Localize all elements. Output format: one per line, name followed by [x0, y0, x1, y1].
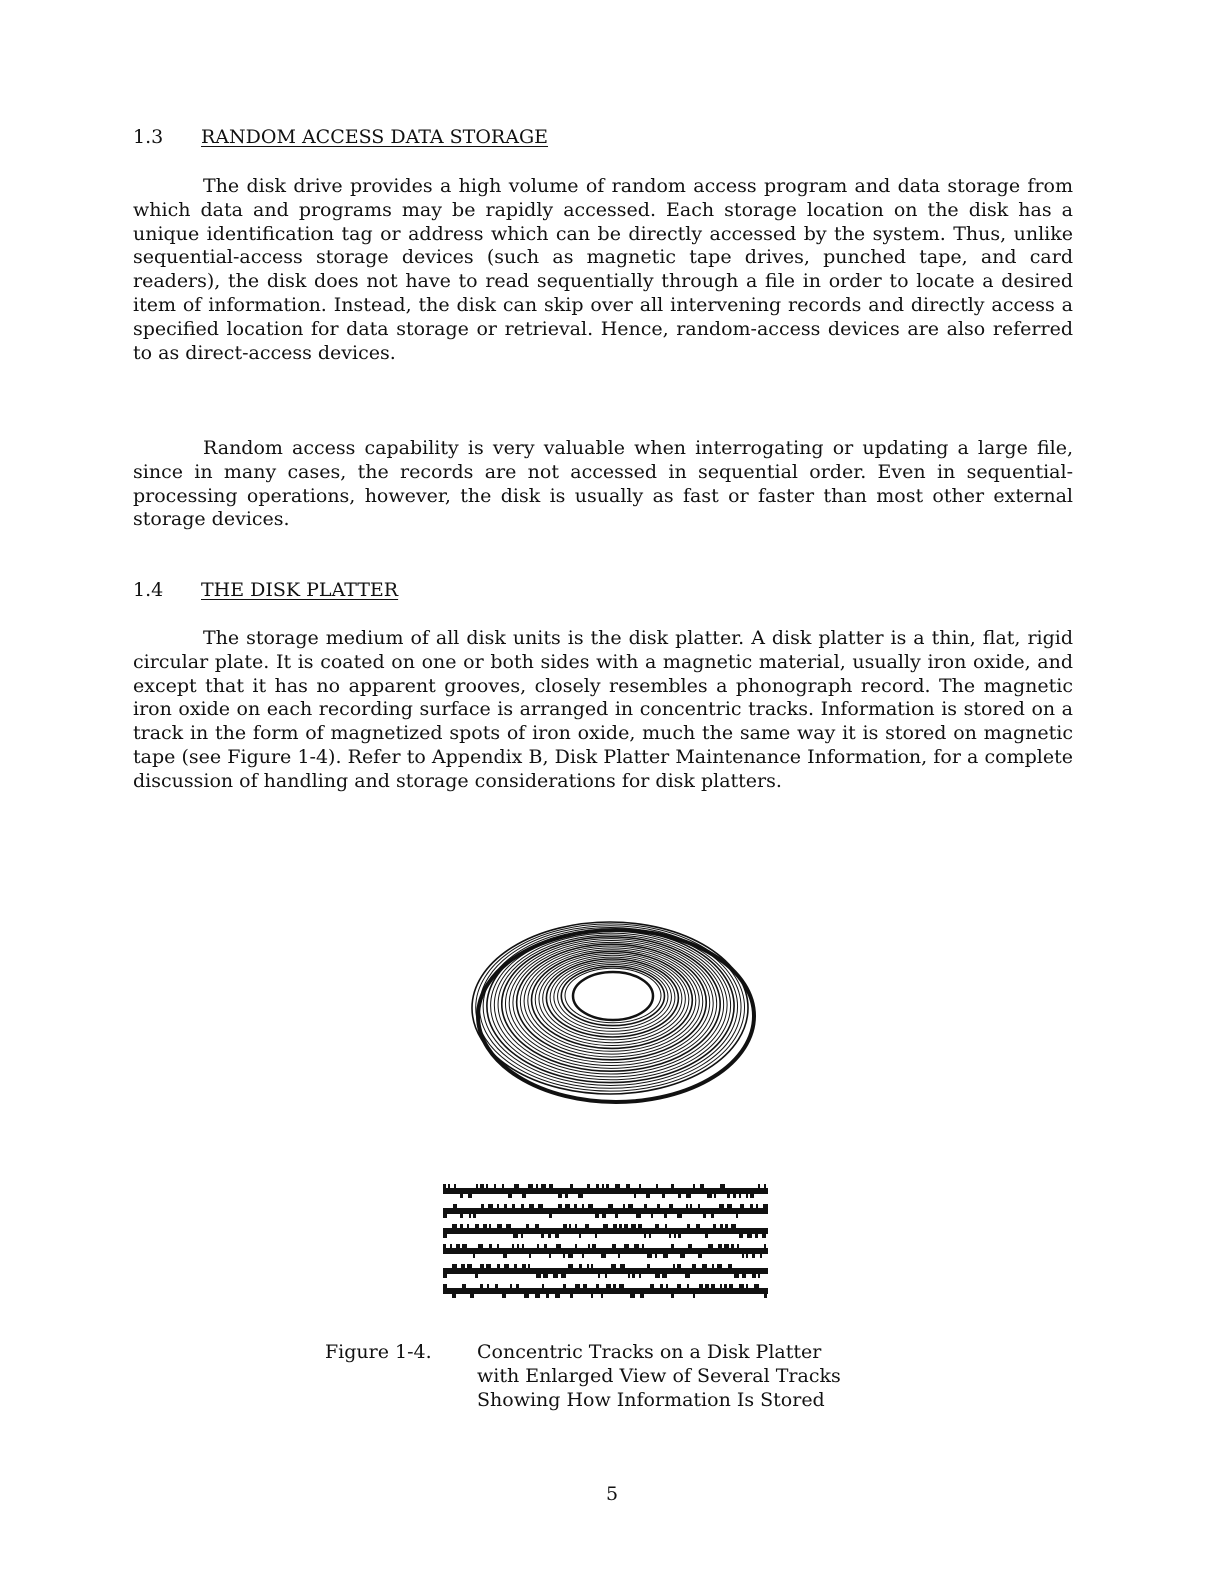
magnetized-spot [462, 1284, 466, 1292]
magnetized-spot [486, 1264, 491, 1272]
magnetized-spot [677, 1284, 681, 1292]
magnetized-spot [687, 1224, 690, 1232]
magnetized-spot [543, 1272, 548, 1278]
magnetized-spot [582, 1252, 584, 1258]
magnetized-spot [628, 1204, 633, 1212]
magnetized-spot [664, 1212, 667, 1218]
magnetized-spot [555, 1232, 559, 1238]
magnetized-spot [570, 1292, 573, 1298]
magnetized-spot [488, 1204, 493, 1212]
magnetized-spot [587, 1264, 589, 1272]
magnetized-spot [649, 1232, 651, 1238]
magnetized-spot [575, 1284, 580, 1292]
magnetized-spot [725, 1224, 728, 1232]
magnetized-spot [711, 1284, 715, 1292]
magnetized-spot [495, 1284, 498, 1292]
magnetized-spot [575, 1224, 577, 1232]
magnetized-spot [555, 1292, 560, 1298]
section-title: RANDOM ACCESS DATA STORAGE [201, 126, 549, 148]
magnetized-spot [483, 1224, 487, 1232]
magnetized-spot [702, 1264, 707, 1272]
magnetized-spot [699, 1284, 703, 1292]
magnetized-spot [746, 1284, 748, 1292]
magnetized-spot [724, 1284, 727, 1292]
magnetized-spot [517, 1244, 519, 1252]
magnetized-spot [497, 1204, 499, 1212]
magnetized-spot [756, 1204, 758, 1212]
magnetized-spot [524, 1292, 529, 1298]
magnetized-spot [656, 1184, 658, 1192]
magnetized-spot [624, 1224, 628, 1232]
magnetized-spot [601, 1252, 606, 1258]
magnetized-spot [467, 1264, 472, 1272]
magnetized-spot [764, 1292, 767, 1298]
magnetized-spot [503, 1252, 507, 1258]
magnetized-spot [522, 1264, 526, 1272]
magnetized-spot [443, 1284, 447, 1292]
magnetized-spot [613, 1284, 616, 1292]
magnetized-spot [522, 1192, 526, 1198]
magnetized-spot [677, 1212, 682, 1218]
body-paragraph: The disk drive provides a high volume of random access program and data storage from which data and programs may be rapidly accessed. Each storage location on the disk has a unique identification tag or address which can be directly accessed by the system. Thus, unlike sequential-access storage devices (such as magnetic tape drives, punched tape, and card readers), the disk does not have to read sequentially through a file in order to locate a desired item of information. Instead, the disk can skip over all intervening records and directly access a specified location for data storage or retrieval. Hence, random-access devices are also referred to as direct-access devices. [133, 175, 1073, 364]
magnetized-spot [454, 1184, 456, 1192]
magnetized-spot [563, 1284, 566, 1292]
magnetized-spot [717, 1264, 722, 1272]
magnetized-spot [628, 1272, 630, 1278]
enlarged-tracks-illustration [443, 1180, 768, 1305]
caption-line: Concentric Tracks on a Disk Platter [477, 1341, 822, 1363]
magnetized-spot [720, 1284, 722, 1292]
magnetized-spot [587, 1184, 590, 1192]
magnetized-spot [603, 1224, 608, 1232]
magnetized-spot [764, 1184, 766, 1192]
magnetized-spot [512, 1244, 514, 1252]
magnetized-spot [707, 1192, 712, 1198]
magnetized-spot [674, 1232, 676, 1238]
magnetized-spot [443, 1244, 446, 1252]
caption-line: with Enlarged View of Several Tracks [477, 1365, 841, 1387]
magnetized-spot [739, 1192, 741, 1198]
magnetized-spot [469, 1212, 471, 1218]
magnetized-spot [662, 1272, 667, 1278]
magnetized-spot [504, 1204, 507, 1212]
magnetized-spot [662, 1192, 665, 1198]
magnetized-spot [448, 1184, 450, 1192]
magnetized-spot [619, 1284, 624, 1292]
magnetized-spot [727, 1204, 732, 1212]
magnetized-spot [561, 1272, 566, 1278]
magnetized-spot [489, 1244, 492, 1252]
magnetized-spot [568, 1252, 573, 1258]
magnetized-spot [521, 1204, 524, 1212]
magnetized-spot [462, 1244, 467, 1252]
magnetized-spot [714, 1192, 716, 1198]
magnetized-spot [660, 1284, 663, 1292]
magnetized-spot [657, 1204, 660, 1212]
magnetized-spot [549, 1212, 552, 1218]
magnetized-spot [460, 1224, 463, 1232]
magnetized-spot [620, 1264, 625, 1272]
magnetized-spot [746, 1252, 748, 1258]
magnetized-spot [719, 1204, 724, 1212]
magnetized-spot [737, 1244, 739, 1252]
magnetized-spot [588, 1204, 593, 1212]
magnetized-spot [475, 1272, 478, 1278]
magnetized-spot [728, 1264, 732, 1272]
magnetized-spot [529, 1252, 531, 1258]
disk-platter-illustration [440, 900, 780, 1140]
magnetized-spot [452, 1292, 456, 1298]
magnetized-spot [739, 1284, 744, 1292]
magnetized-spot [565, 1192, 568, 1198]
magnetized-spot [514, 1184, 519, 1192]
magnetized-spot [536, 1272, 541, 1278]
magnetized-spot [705, 1232, 708, 1238]
magnetized-spot [742, 1272, 746, 1278]
magnetized-spot [502, 1292, 506, 1298]
magnetized-spot [608, 1204, 613, 1212]
magnetized-spot [747, 1232, 752, 1238]
magnetized-spot [470, 1292, 474, 1298]
magnetized-spot [631, 1224, 636, 1232]
magnetized-spot [522, 1244, 524, 1252]
magnetized-spot [708, 1244, 713, 1252]
magnetized-spot [443, 1232, 447, 1238]
magnetized-spot [565, 1204, 570, 1212]
magnetized-spot [460, 1192, 463, 1198]
magnetized-spot [467, 1224, 469, 1232]
magnetized-spot [615, 1184, 620, 1192]
magnetized-spot [473, 1212, 476, 1218]
magnetized-spot [632, 1272, 635, 1278]
magnetized-spot [650, 1284, 654, 1292]
magnetized-spot [758, 1272, 760, 1278]
body-paragraph: Random access capability is very valuable when interrogating or updating a large file, since in many cases, the records are not accessed in sequential order. Even in sequential-processing operations, however, the disk is usually as fast or faster than most other external storage devices. [133, 437, 1073, 531]
magnetized-spot [734, 1272, 739, 1278]
magnetized-spot [624, 1244, 629, 1252]
magnetized-spot [508, 1192, 512, 1198]
magnetized-spot [698, 1204, 700, 1212]
magnetized-spot [542, 1284, 544, 1292]
magnetized-spot [731, 1224, 736, 1232]
magnetized-spot [750, 1192, 754, 1198]
magnetized-spot [601, 1292, 603, 1298]
section-title: THE DISK PLATTER [201, 579, 399, 601]
magnetized-spot [634, 1244, 639, 1252]
magnetized-spot [468, 1192, 472, 1198]
magnetized-spot [549, 1184, 553, 1192]
magnetized-spot [502, 1184, 504, 1192]
magnetized-spot [665, 1224, 667, 1232]
magnetized-spot [538, 1204, 543, 1212]
magnetized-spot [506, 1224, 511, 1232]
magnetized-spot [480, 1284, 483, 1292]
track-row [443, 1188, 768, 1194]
magnetized-spot [687, 1284, 689, 1292]
magnetized-spot [481, 1204, 484, 1212]
magnetized-spot [605, 1272, 607, 1278]
magnetized-spot [521, 1232, 523, 1238]
magnetized-spot [563, 1224, 567, 1232]
magnetized-spot [558, 1192, 562, 1198]
section-number: 1.4 [133, 579, 164, 601]
magnetized-spot [727, 1192, 730, 1198]
magnetized-spot [529, 1204, 534, 1212]
magnetized-spot [606, 1284, 611, 1292]
magnetized-spot [598, 1272, 600, 1278]
magnetized-spot [473, 1252, 475, 1258]
magnetized-spot [669, 1204, 673, 1212]
magnetized-spot [692, 1264, 696, 1272]
body-paragraph: The storage medium of all disk units is the disk platter. A disk platter is a thin, flat, rigid circular plate. It is coated on one or both sides with a magnetic material, usually iron oxide, and except that it has no apparent grooves, closely resembles a phonograph record. The magnetic iron oxide on each recording surface is arranged in concentric tracks. Information is stored on a track in the form of magnetized spots of iron oxide, much the same way it is stored on magnetic tape (see Figure 1-4). Refer to Appendix B, Disk Platter Maintenance Information, for a complete discussion of handling and storage considerations for disk platters. [133, 627, 1073, 792]
figure-label: Figure 1-4. [325, 1341, 432, 1363]
magnetized-spot [729, 1284, 733, 1292]
magnetized-spot [569, 1224, 571, 1232]
magnetized-spot [630, 1292, 635, 1298]
magnetized-spot [712, 1264, 714, 1272]
magnetized-spot [461, 1264, 465, 1272]
magnetized-spot [513, 1232, 518, 1238]
magnetized-spot [639, 1184, 641, 1192]
magnetized-spot [579, 1232, 581, 1238]
magnetized-spot [752, 1252, 755, 1258]
magnetized-spot [595, 1232, 597, 1238]
magnetized-spot [443, 1272, 447, 1278]
magnetized-spot [698, 1252, 702, 1258]
magnetized-spot [450, 1244, 452, 1252]
magnetized-spot [754, 1284, 759, 1292]
magnetized-spot [596, 1184, 599, 1192]
magnetized-spot [647, 1252, 652, 1258]
magnetized-spot [574, 1204, 577, 1212]
magnetized-spot [700, 1184, 704, 1192]
magnetized-spot [452, 1264, 457, 1272]
magnetized-spot [563, 1252, 565, 1258]
magnetized-spot [535, 1224, 539, 1232]
magnetized-spot [638, 1224, 642, 1232]
magnetized-spot [504, 1264, 509, 1272]
magnetized-spot [731, 1244, 734, 1252]
magnetized-spot [655, 1272, 660, 1278]
magnetized-spot [514, 1264, 517, 1272]
magnetized-spot [475, 1224, 479, 1232]
section-number: 1.3 [133, 126, 164, 148]
magnetized-spot [549, 1252, 551, 1258]
magnetized-spot [703, 1212, 706, 1218]
magnetized-spot [480, 1184, 484, 1192]
magnetized-spot [639, 1272, 641, 1278]
magnetized-spot [583, 1284, 587, 1292]
magnetized-spot [588, 1244, 590, 1252]
magnetized-spot [443, 1212, 447, 1218]
magnetized-spot [746, 1192, 748, 1198]
magnetized-spot [758, 1184, 760, 1192]
magnetized-spot [606, 1184, 609, 1192]
magnetized-spot [579, 1264, 582, 1272]
magnetized-spot [541, 1184, 546, 1192]
magnetized-spot [647, 1264, 650, 1272]
magnetized-spot [644, 1232, 646, 1238]
magnetized-spot [750, 1204, 753, 1212]
magnetized-spot [752, 1272, 756, 1278]
magnetized-spot [742, 1252, 744, 1258]
magnetized-spot [602, 1212, 606, 1218]
magnetized-spot [541, 1232, 544, 1238]
magnetized-spot [585, 1224, 589, 1232]
magnetized-spot [640, 1292, 644, 1298]
magnetized-spot [575, 1244, 577, 1252]
magnetized-spot [544, 1244, 547, 1252]
magnetized-spot [528, 1184, 533, 1192]
magnetized-spot [510, 1284, 512, 1292]
magnetized-spot [713, 1224, 716, 1232]
magnetized-spot [655, 1224, 659, 1232]
page-number: 5 [605, 1483, 619, 1505]
magnetized-spot [720, 1224, 723, 1232]
magnetized-spot [724, 1244, 729, 1252]
magnetized-spot [596, 1284, 599, 1292]
magnetized-spot [476, 1184, 478, 1192]
magnetized-spot [733, 1192, 736, 1198]
magnetized-spot [548, 1232, 551, 1238]
magnetized-spot [578, 1192, 583, 1198]
magnetized-spot [553, 1272, 558, 1278]
section-1-3-heading [133, 126, 548, 148]
magnetized-spot [739, 1232, 743, 1238]
magnetized-spot [443, 1184, 446, 1192]
magnetized-spot [487, 1284, 489, 1292]
magnetized-spot [615, 1212, 618, 1218]
magnetized-spot [546, 1292, 549, 1298]
magnetized-spot [666, 1284, 668, 1292]
magnetized-spot [528, 1264, 530, 1272]
magnetized-spot [693, 1184, 695, 1192]
magnetized-spot [626, 1184, 630, 1192]
magnetized-spot [623, 1204, 625, 1212]
magnetized-spot [592, 1244, 596, 1252]
magnetized-spot [556, 1244, 561, 1252]
magnetized-spot [755, 1232, 758, 1238]
magnetized-spot [680, 1252, 685, 1258]
caption-line: Showing How Information Is Stored [477, 1389, 825, 1411]
magnetized-spot [671, 1292, 674, 1298]
magnetized-spot [613, 1224, 617, 1232]
magnetized-spot [690, 1204, 692, 1212]
magnetized-spot [688, 1244, 692, 1252]
magnetized-spot [720, 1184, 725, 1192]
magnetized-spot [497, 1264, 500, 1272]
magnetized-spot [456, 1244, 460, 1252]
magnetized-spot [535, 1292, 540, 1298]
magnetized-spot [678, 1192, 681, 1198]
magnetized-spot [685, 1272, 690, 1278]
magnetized-spot [763, 1204, 768, 1212]
magnetized-spot [595, 1212, 599, 1218]
magnetized-spot [663, 1252, 668, 1258]
magnetized-spot [705, 1284, 709, 1292]
magnetized-spot [486, 1184, 488, 1192]
magnetized-spot [669, 1232, 671, 1238]
magnetized-spot [611, 1264, 616, 1272]
magnetized-spot [696, 1224, 700, 1232]
magnetized-spot [591, 1292, 593, 1298]
magnetized-spot [740, 1204, 744, 1212]
magnetized-spot [619, 1224, 622, 1232]
magnetized-spot [634, 1192, 636, 1198]
magnetized-spot [760, 1252, 762, 1258]
magnetized-spot [671, 1184, 674, 1192]
magnetized-spot [494, 1184, 496, 1192]
magnetized-spot [693, 1292, 695, 1298]
magnetized-spot [644, 1204, 647, 1212]
magnetized-spot [711, 1212, 714, 1218]
magnetized-spot [512, 1204, 515, 1212]
magnetized-spot [686, 1192, 691, 1198]
magnetized-spot [686, 1204, 688, 1212]
magnetized-spot [452, 1224, 457, 1232]
magnetized-spot [655, 1252, 657, 1258]
platter-center-hole [573, 972, 653, 1020]
figure-caption [325, 1340, 841, 1412]
magnetized-spot [453, 1204, 457, 1212]
magnetized-spot [651, 1212, 653, 1218]
magnetized-spot [764, 1244, 766, 1252]
magnetized-spot [489, 1224, 491, 1232]
magnetized-spot [497, 1244, 499, 1252]
magnetized-spot [516, 1284, 519, 1292]
magnetized-spot [478, 1244, 483, 1252]
magnetized-spot [536, 1184, 538, 1192]
magnetized-spot [762, 1232, 766, 1238]
magnetized-spot [677, 1264, 681, 1272]
track-row [443, 1288, 768, 1294]
magnetized-spot [642, 1244, 644, 1252]
magnetized-spot [671, 1244, 674, 1252]
magnetized-spot [558, 1204, 562, 1212]
magnetized-spot [570, 1184, 573, 1192]
magnetized-spot [537, 1244, 539, 1252]
magnetized-spot [612, 1244, 616, 1252]
magnetized-spot [718, 1244, 722, 1252]
magnetized-spot [618, 1252, 620, 1258]
magnetized-spot [678, 1232, 681, 1238]
magnetized-spot [582, 1204, 584, 1212]
magnetized-spot [591, 1264, 593, 1272]
magnetized-spot [673, 1264, 675, 1272]
magnetized-spot [460, 1212, 463, 1218]
magnetized-spot [568, 1264, 573, 1272]
section-1-4-heading [133, 579, 398, 601]
magnetized-spot [526, 1224, 529, 1232]
magnetized-spot [636, 1212, 641, 1218]
magnetized-spot [736, 1212, 738, 1218]
magnetized-spot [497, 1224, 502, 1232]
magnetized-spot [480, 1264, 484, 1272]
magnetized-spot [646, 1192, 650, 1198]
magnetized-spot [602, 1184, 604, 1192]
